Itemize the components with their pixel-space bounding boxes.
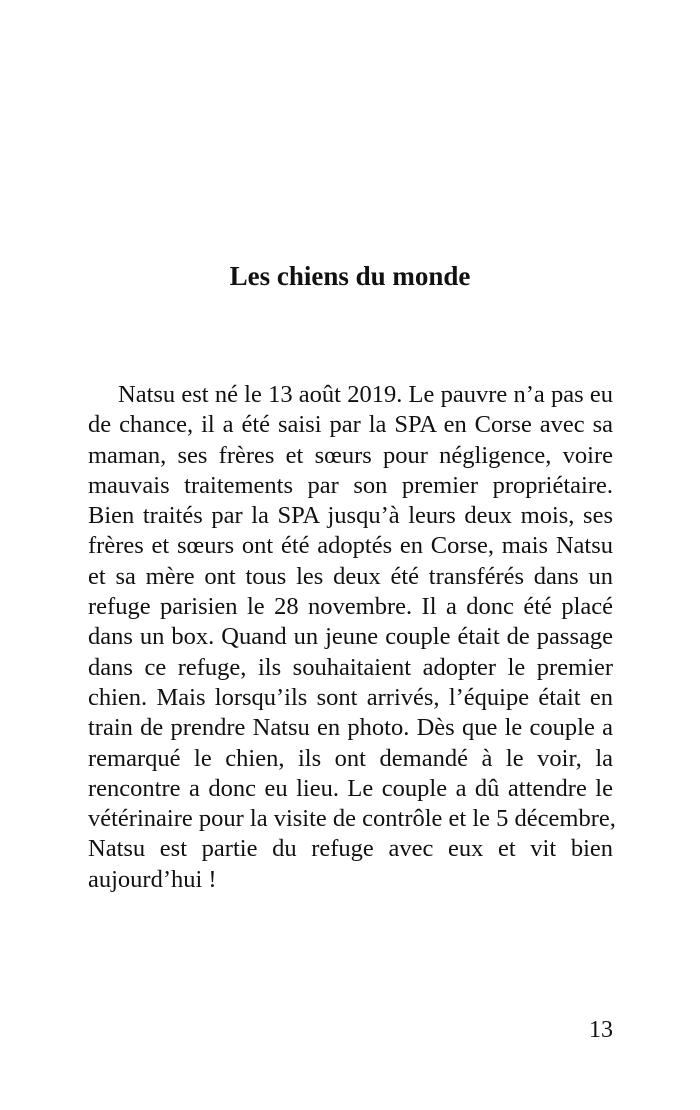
text-line: et sa mère ont tous les deux été transférés dans un xyxy=(88,562,613,590)
text-line: dans un box. Quand un jeune couple était de passage xyxy=(88,623,613,651)
text-line: chien. Mais lorsqu’ils sont arrivés, l’équipe était en xyxy=(88,683,613,711)
text-line: remarqué le chien, ils ont demandé à le voir, la xyxy=(88,744,613,772)
text-line: de chance, il a été saisi par la SPA en Corse avec sa xyxy=(88,411,613,439)
text-line: Natsu est partie du refuge avec eux et vit bien xyxy=(88,835,613,863)
text-line: train de prendre Natsu en photo. Dès que le couple a xyxy=(88,714,613,742)
text-line: dans ce refuge, ils souhaitaient adopter le premier xyxy=(88,653,613,681)
text-line: refuge parisien le 28 novembre. Il a donc été placé xyxy=(88,593,613,621)
chapter-title: Les chiens du monde xyxy=(229,261,471,291)
body-paragraph xyxy=(88,380,616,895)
text-line: mauvais traitements par son premier propriétaire. xyxy=(88,471,613,499)
text-line: Bien traités par la SPA jusqu’à leurs deux mois, ses xyxy=(88,502,613,530)
text-line: vétérinaire pour la visite de contrôle et le 5 décembre, xyxy=(88,805,616,833)
text-line: rencontre a donc eu lieu. Le couple a dû attendre le xyxy=(88,774,613,802)
text-line: maman, ses frères et sœurs pour négligence, voire xyxy=(88,441,613,469)
text-line: aujourd’hui ! xyxy=(88,865,217,893)
text-line: frères et sœurs ont été adoptés en Corse, mais Natsu xyxy=(88,532,613,560)
text-line: Natsu est né le 13 août 2019. Le pauvre n’a pas eu xyxy=(118,381,613,408)
page-number: 13 xyxy=(589,1017,613,1043)
